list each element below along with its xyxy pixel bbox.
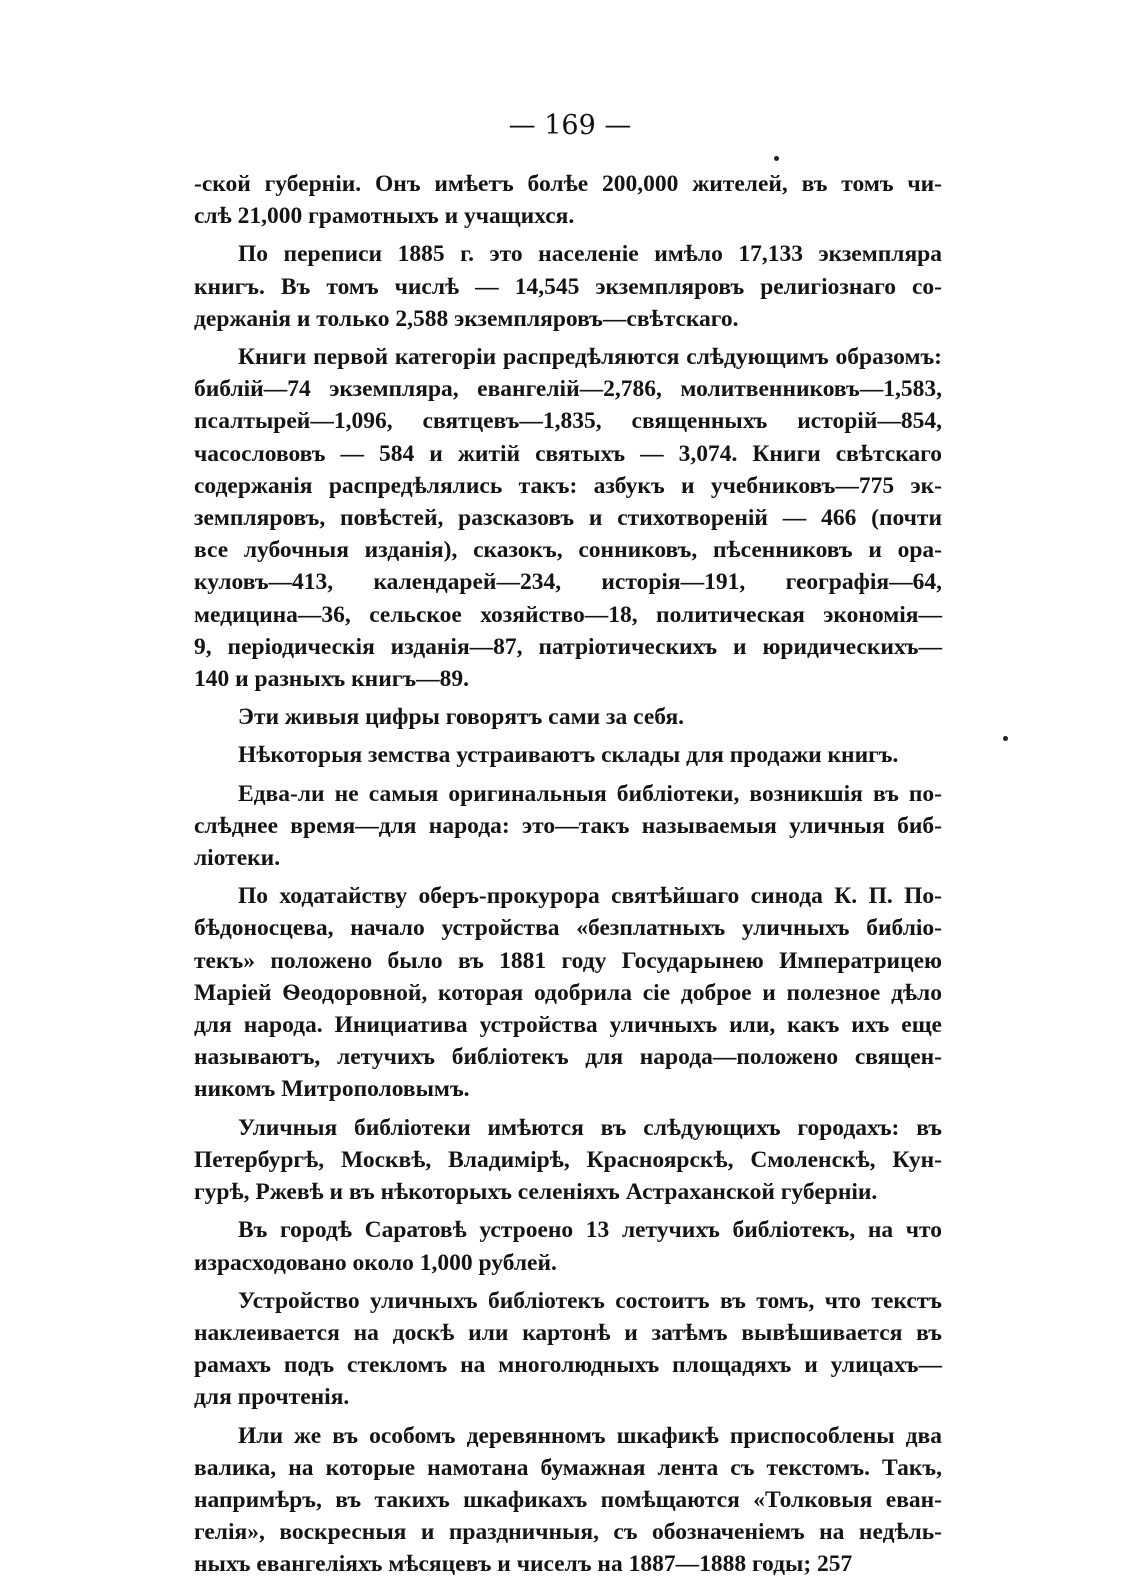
text-line: Въ городѣ Саратовѣ устроено 13 летучихъ библіотекъ, на что (238, 1217, 942, 1244)
text-line: Уличныя библіотеки имѣются въ слѣдующихъ городахъ: въ (238, 1114, 942, 1141)
text-line: Петербургѣ, Москвѣ, Владимірѣ, Красноярскѣ, Смоленскѣ, Кун- (194, 1146, 942, 1173)
text-line: 140 и разныхъ книгъ—89. (194, 666, 469, 693)
text-line: напримѣръ, въ такихъ шкафикахъ помѣщаются «Толковыя еван- (194, 1486, 942, 1513)
ink-speck (1003, 736, 1008, 741)
text-line: 9, періодическія изданія—87, патріотическихъ и юридическихъ— (194, 633, 942, 660)
paragraph (194, 880, 942, 1105)
text-line: называютъ, летучихъ библіотекъ для народа—положено священ- (194, 1044, 942, 1071)
text-line: Эти живыя цифры говорятъ сами за себя. (238, 704, 685, 731)
text-line: часослововъ — 584 и житій святыхъ — 3,074. Книги свѣтскаго (194, 440, 942, 467)
paragraph (194, 1285, 942, 1414)
paragraph (194, 1112, 942, 1209)
text-line: книгъ. Въ томъ числѣ — 14,545 экземпляровъ религіознаго со- (194, 273, 942, 300)
text-line: Маріей Ѳеодоровной, которая одобрила сіе доброе и полезное дѣло (194, 979, 942, 1006)
text-line: все лубочныя изданія), сказокъ, сонниковъ, пѣсенниковъ и ора- (194, 537, 942, 564)
text-line: ліотеки. (194, 845, 281, 872)
text-line: Нѣкоторыя земства устраиваютъ склады для продажи книгъ. (238, 742, 899, 769)
text-line: ныхъ евангеліяхъ мѣсяцевъ и чиселъ на 1887—1888 годы; 257 (194, 1551, 853, 1578)
text-line: медицина—36, сельское хозяйство—18, политическая экономія— (194, 601, 942, 628)
text-line: Едва-ли не самыя оригинальныя библіотеки, возникшія въ по- (238, 780, 942, 807)
text-line: Книги первой категоріи распредѣляются слѣдующимъ образомъ: (238, 344, 942, 371)
text-line: израсходовано около 1,000 рублей. (194, 1249, 557, 1276)
text-line: держанія и только 2,588 экземпляровъ—свѣтскаго. (194, 305, 739, 332)
paragraph (194, 168, 942, 232)
text-line: куловъ—413, календарей—234, исторія—191, географія—64, (194, 569, 942, 596)
paragraph (194, 701, 942, 733)
paragraph (194, 1214, 942, 1278)
text-line: бѣдоносцева, начало устройства «безплатныхъ уличныхъ библіо- (194, 915, 942, 942)
text-line: слѣднее время—для народа: это—такъ называемыя уличныя биб- (194, 812, 942, 839)
ink-speck (774, 156, 779, 161)
text-line: никомъ Митрополовымъ. (194, 1076, 470, 1103)
text-line: Или же въ особомъ деревянномъ шкафикѣ приспособлены два (238, 1422, 942, 1449)
text-line: наклеивается на доскѣ или картонѣ и затѣмъ вывѣшивается въ (194, 1319, 942, 1346)
text-line: слѣ 21,000 грамотныхъ и учащихся. (194, 203, 575, 230)
text-line: рамахъ подъ стекломъ на многолюдныхъ площадяхъ и улицахъ— (194, 1352, 942, 1379)
paragraph (194, 341, 942, 695)
text-line: гелія», воскресныя и праздничныя, съ обозначеніемъ на недѣль- (194, 1519, 942, 1546)
paragraph (194, 778, 942, 875)
text-line: Устройство уличныхъ библіотекъ состоитъ въ томъ, что текстъ (238, 1287, 942, 1314)
paragraph (194, 238, 942, 335)
page-number: — 169 — (508, 110, 632, 141)
text-line: гурѣ, Ржевѣ и въ нѣкоторыхъ селеніяхъ Астраханской губерніи. (194, 1179, 878, 1206)
body-text (194, 168, 942, 1587)
text-line: -ской губерніи. Онъ имѣетъ болѣе 200,000 жителей, въ томъ чи- (194, 171, 942, 197)
paragraph (194, 739, 942, 771)
text-line: содержанія распредѣлялись такъ: азбукъ и учебниковъ—775 эк- (194, 472, 942, 499)
text-line: земпляровъ, повѣстей, разсказовъ и стихотвореній — 466 (почти (194, 505, 942, 532)
text-line: По ходатайству оберъ-прокурора святѣйшаго синода К. П. По- (238, 883, 942, 910)
text-line: библій—74 экземпляра, евангелій—2,786, молитвенниковъ—1,583, (194, 376, 942, 403)
paragraph (194, 1420, 942, 1581)
text-line: для прочтенія. (194, 1384, 350, 1411)
text-line: валика, на которые намотана бумажная лента съ текстомъ. Такъ, (194, 1454, 942, 1481)
text-line: текъ» положено было въ 1881 году Государынею Императрицею (194, 947, 942, 974)
text-line: для народа. Инициатива устройства уличныхъ или, какъ ихъ еще (194, 1012, 942, 1039)
text-line: псалтырей—1,096, святцевъ—1,835, священныхъ исторій—854, (194, 408, 942, 435)
text-line: По переписи 1885 г. это населеніе имѣло 17,133 экземпляра (238, 241, 942, 268)
